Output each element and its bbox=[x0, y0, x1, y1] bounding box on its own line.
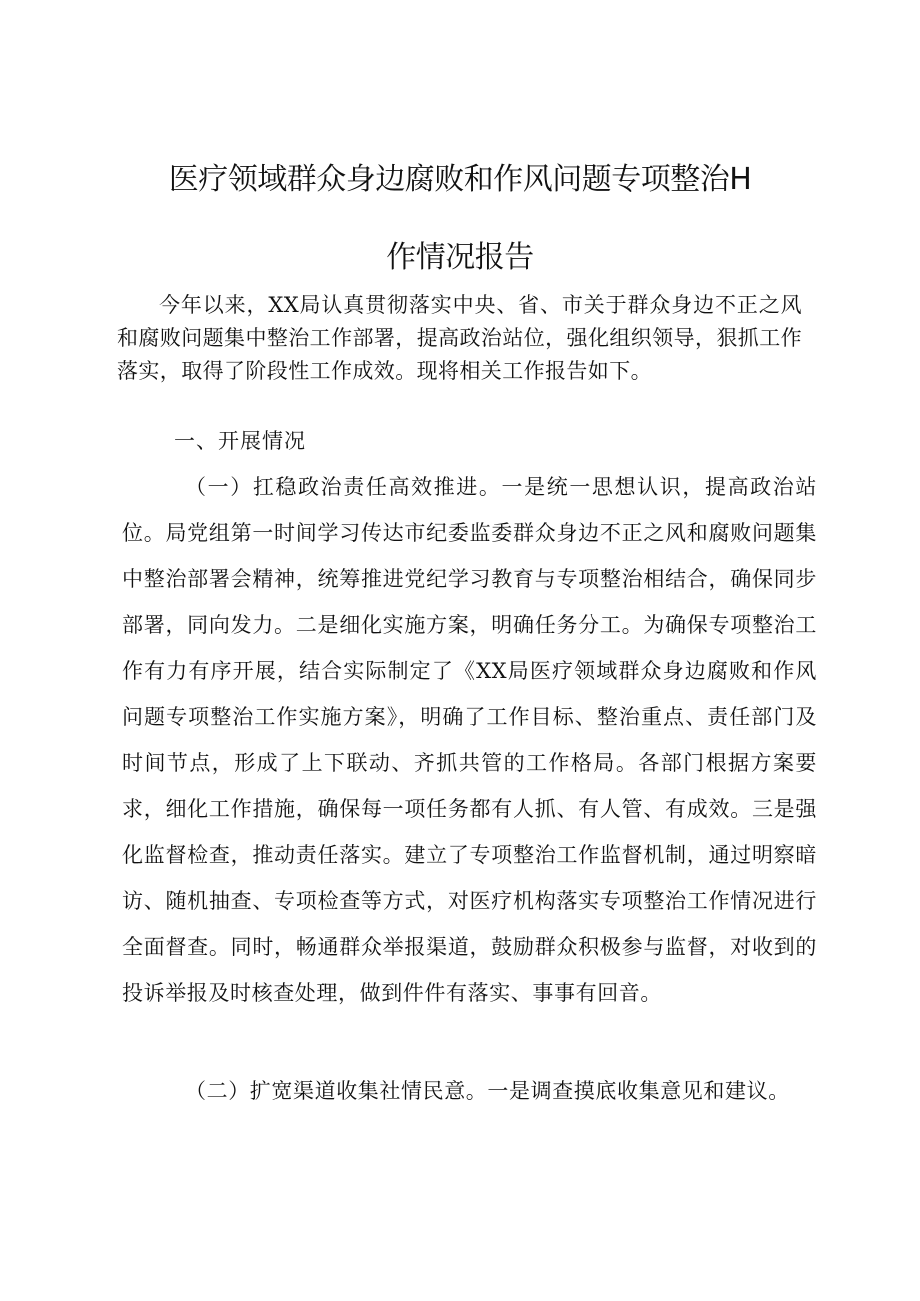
intro-paragraph: 今年以来，XX局认真贯彻落实中央、省、市关于群众身边不正之风和腐败问题集中整治工作部署，提高政治站位，强化组织领导，狠抓工作落实，取得了阶段性工作成效。现将相关工作报告如下。 bbox=[117, 293, 802, 383]
document-title-line-1: 医疗领域群众身边腐败和作风问题专项整治H bbox=[168, 162, 752, 197]
section-heading: 一、开展情况 bbox=[174, 429, 306, 453]
body-paragraph-2: （二）扩宽渠道收集社情民意。一是调查摸底收集意见和建议。 bbox=[185, 1079, 790, 1103]
document-title-line-2: 作情况报告 bbox=[386, 240, 534, 275]
body-paragraph-1: （一）扛稳政治责任高效推进。一是统一思想认识，提高政治站位。局党组第一时间学习传达市纪委监委群众身边不正之风和腐败问题集中整治部署会精神，统筹推进党纪学习教育与专项整治相结合，确保同步部署，同向发力。二是细化实施方案，明确任务分工。为确保专项整治工作有力有序开展，结合实际制定了《XX局医疗领域群众身边腐败和作风问题专项整治工作实施方案》，明确了工作目标、整治重点、责任部门及时间节点，形成了上下联动、齐抓共管的工作格局。各部门根据方案要求，细化工作措施，确保每一项任务都有人抓、有人管、有成效。三是强化监督检查，推动责任落实。建立了专项整治工作监督机制，通过明察暗访、随机抽查、专项检查等方式，对医疗机构落实专项整治工作情况进行全面督查。同时，畅通群众举报渠道，鼓励群众积极参与监督，对收到的投诉举报及时核查处理，做到件件有落实、事事有回音。 bbox=[122, 475, 817, 1005]
